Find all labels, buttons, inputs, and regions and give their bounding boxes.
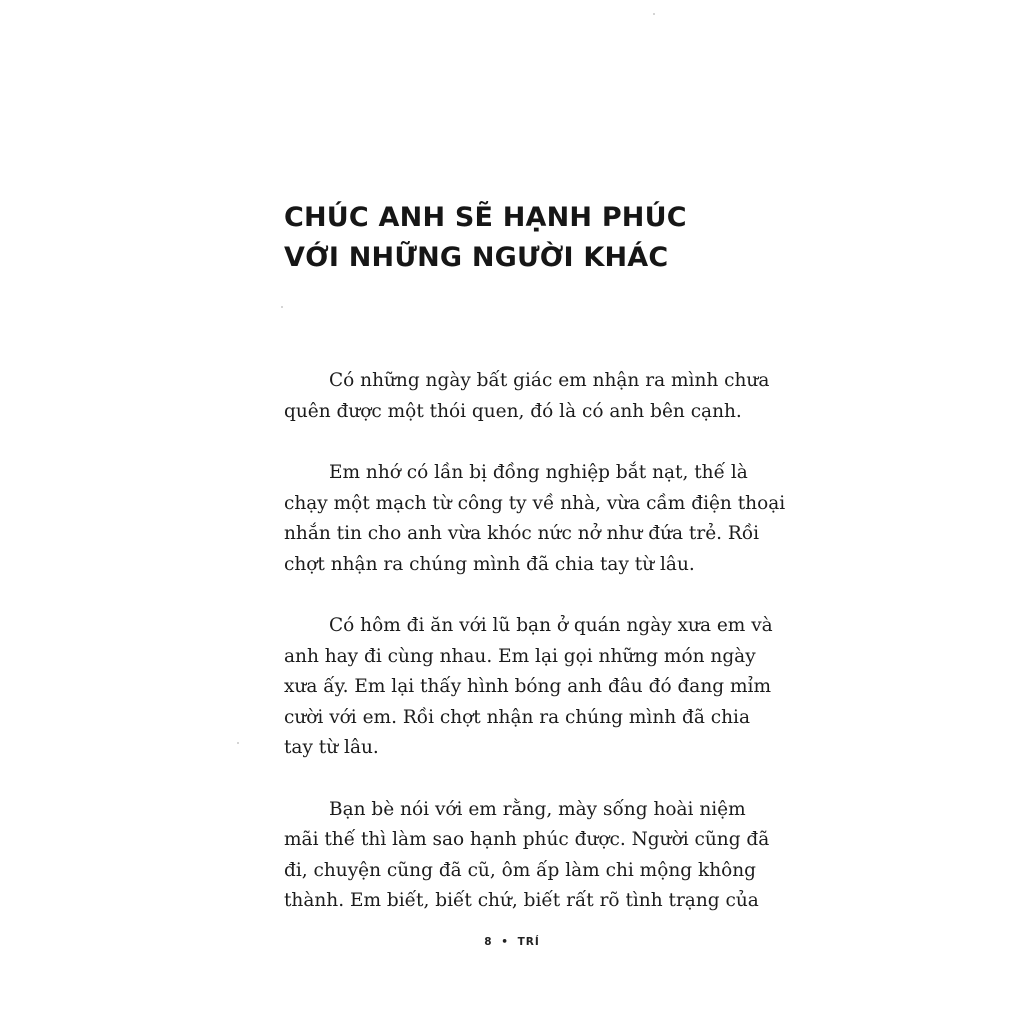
scan-speck — [281, 306, 283, 308]
text-line: tay từ lâu. — [284, 737, 379, 758]
scan-speck — [653, 13, 655, 15]
page-footer — [0, 936, 1024, 948]
text-line: xưa ấy. Em lại thấy hình bóng anh đâu đó đang mỉm — [284, 676, 771, 697]
chapter-title-line-2: VỚI NHỮNG NGƯỜI KHÁC — [284, 242, 669, 273]
text-line: chợt nhận ra chúng mình đã chia tay từ lâu. — [284, 553, 695, 575]
text-line: Có hôm đi ăn với lũ bạn ở quán ngày xưa em và — [329, 615, 773, 636]
paragraph-4 — [284, 795, 770, 917]
text-line: cười với em. Rồi chợt nhận ra chúng mình đã chia — [284, 706, 751, 728]
text-line: nhắn tin cho anh vừa khóc nức nở như đứa trẻ. Rồi — [284, 523, 760, 544]
text-line: đi, chuyện cũng đã cũ, ôm ấp làm chi mộng không — [284, 859, 757, 881]
separator-dot: • — [501, 936, 509, 948]
text-line: Em nhớ có lần bị đồng nghiệp bắt nạt, thế là — [329, 462, 748, 483]
text-line: quên được một thói quen, đó là có anh bên cạnh. — [284, 400, 742, 422]
paragraph-2 — [284, 458, 786, 580]
text-line: anh hay đi cùng nhau. Em lại gọi những món ngày — [284, 645, 756, 667]
text-line: thành. Em biết, biết chứ, biết rất rõ tình trạng của — [284, 890, 759, 911]
paragraph-1 — [284, 366, 770, 427]
scan-speck — [237, 742, 239, 744]
text-line: chạy một mạch từ công ty về nhà, vừa cầm điện thoại — [284, 492, 786, 514]
paragraph-3 — [284, 611, 773, 764]
chapter-title — [284, 198, 784, 278]
text-line: Bạn bè nói với em rằng, mày sống hoài niệm — [329, 798, 746, 820]
body-text — [284, 366, 786, 948]
chapter-title-line-1: CHÚC ANH SẼ HẠNH PHÚC — [284, 202, 687, 233]
running-title: TRÍ — [517, 936, 540, 948]
text-line: mãi thế thì làm sao hạnh phúc được. Người cũng đã — [284, 829, 770, 850]
page-number: 8 — [484, 936, 493, 948]
text-line: Có những ngày bất giác em nhận ra mình chưa — [329, 370, 770, 391]
